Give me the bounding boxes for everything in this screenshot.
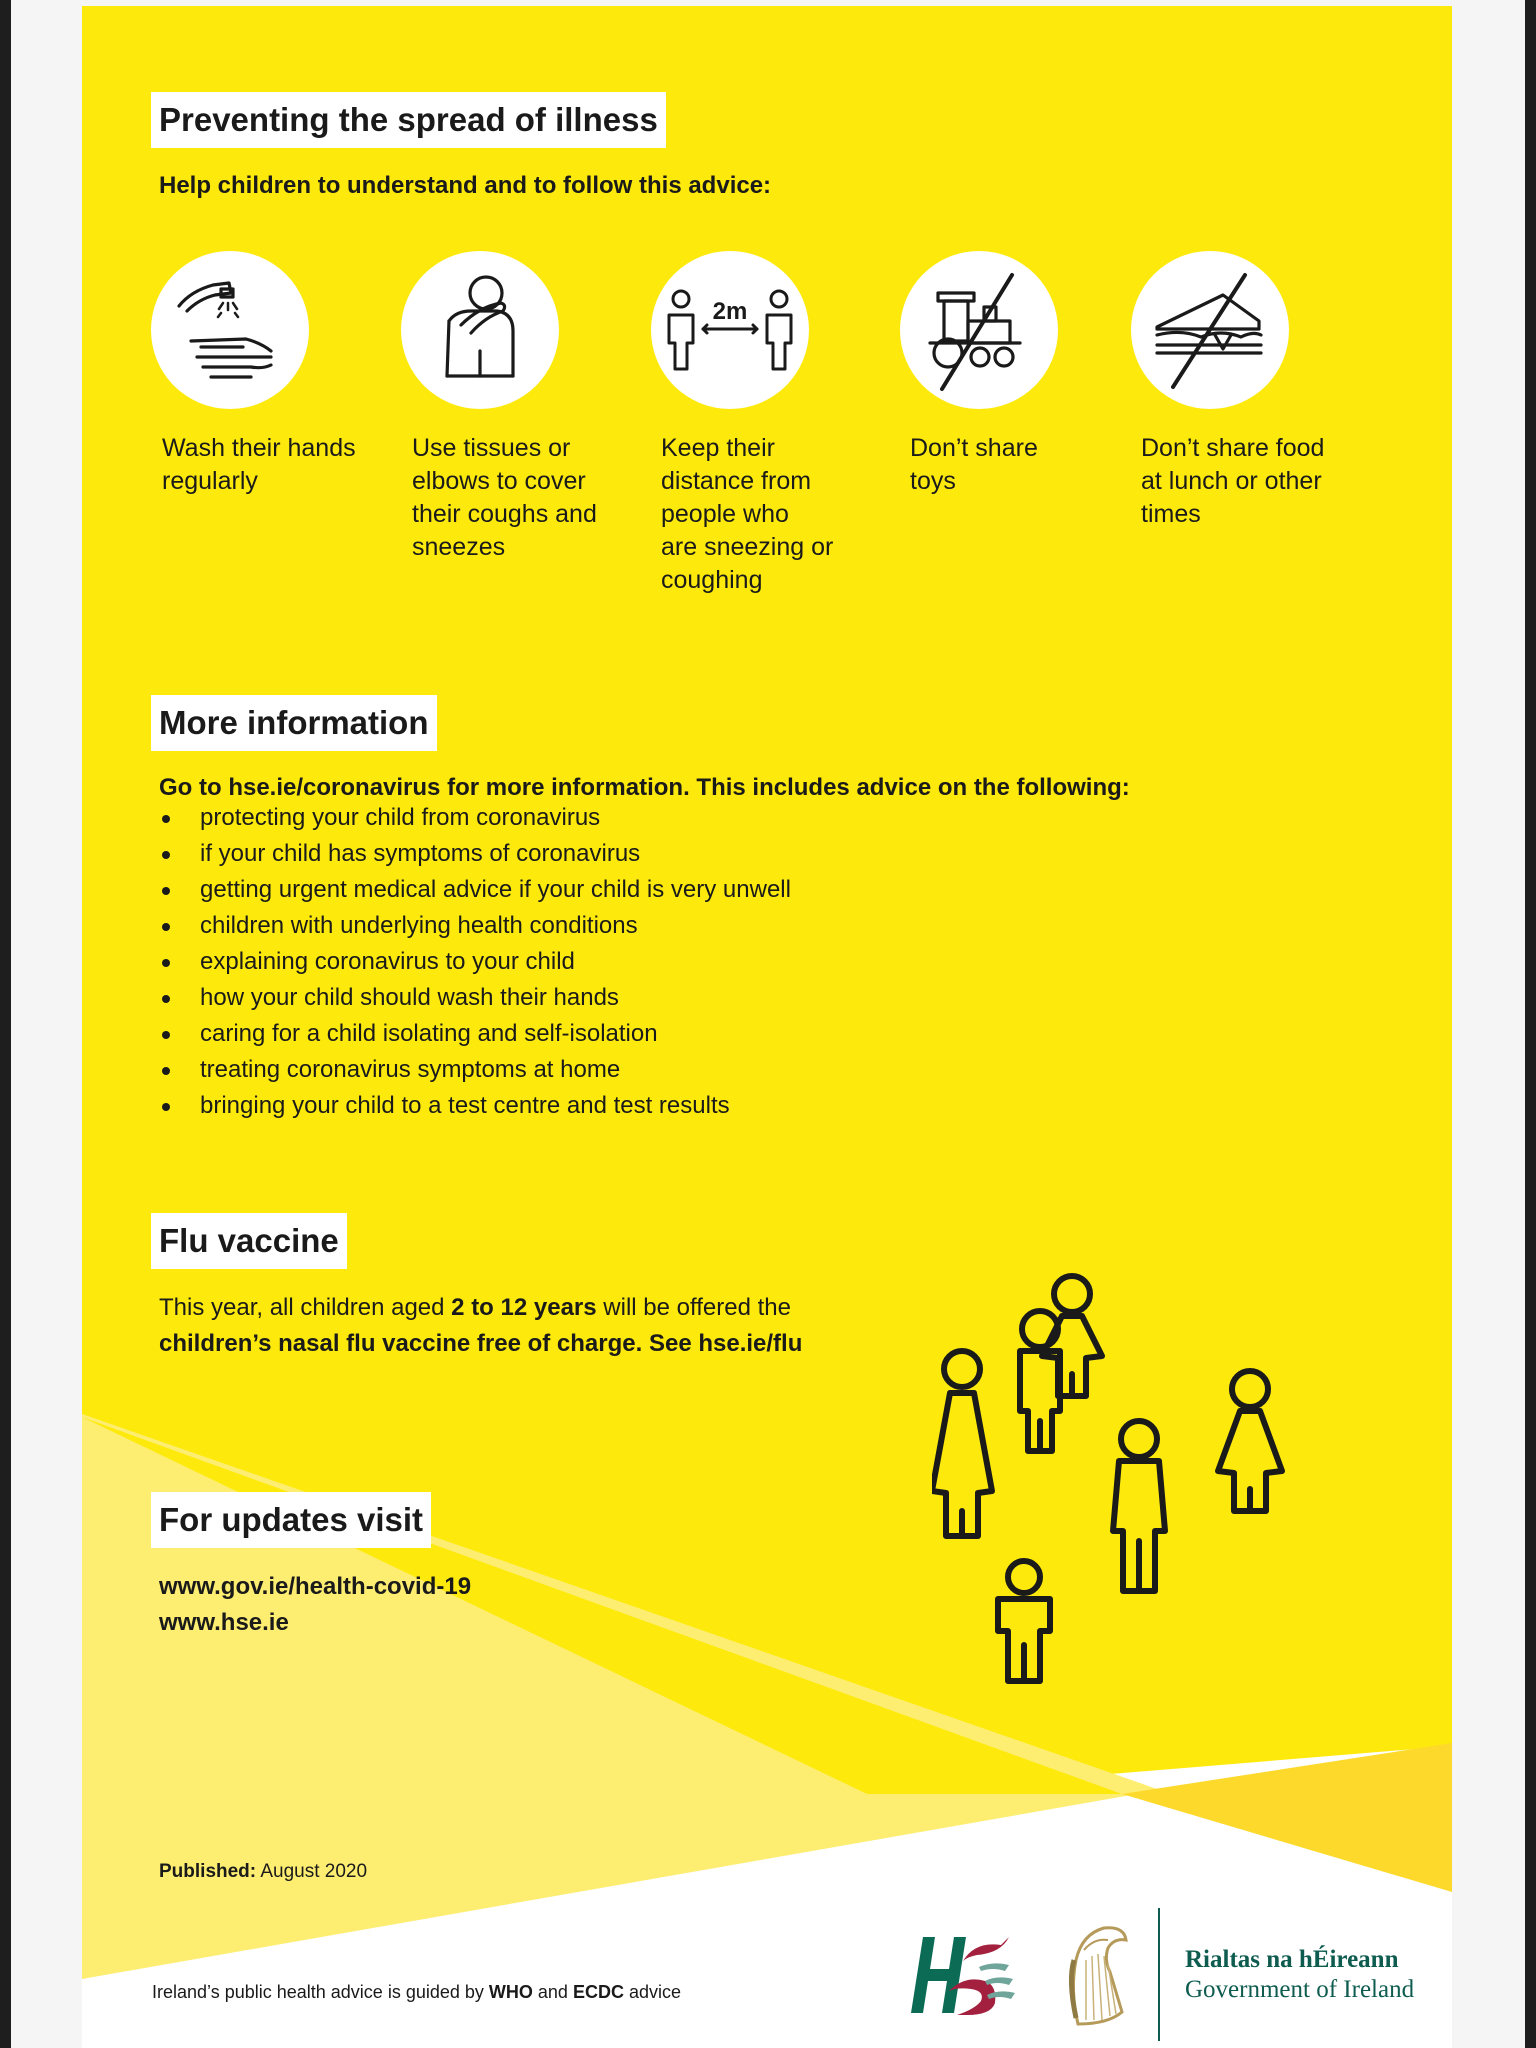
child-figure: [932, 1351, 992, 1536]
caption-toys: Don’t share toys: [910, 434, 1038, 495]
child-figure: [1113, 1421, 1165, 1591]
list-item: how your child should wash their hands: [159, 980, 791, 1016]
no-toys-icon: [900, 251, 1058, 409]
flu-text-line1: This year, all children aged 2 to 12 years will be offered the: [159, 1294, 791, 1321]
prevent-subtitle: Help children to understand and to follow this advice:: [159, 172, 772, 199]
harp-emblem: [1064, 1920, 1134, 2032]
child-figure: [1218, 1371, 1282, 1511]
footer-note: Ireland’s public health advice is guided by WHO and ECDC advice: [152, 1982, 681, 2002]
poster-page: [82, 6, 1452, 2048]
flu-heading: Flu vaccine: [151, 1213, 347, 1269]
hse-logo: [905, 1931, 1017, 2021]
published-date: Published: August 2020: [159, 1861, 368, 1882]
list-item: bringing your child to a test centre and test results: [159, 1088, 791, 1124]
list-item: explaining coronavirus to your child: [159, 944, 791, 980]
window-edge-right: [1525, 0, 1536, 2048]
prevent-heading: Preventing the spread of illness: [151, 92, 666, 148]
more-info-intro: Go to hse.ie/coronavirus for more information. This includes advice on the following:: [159, 774, 1130, 801]
list-item: protecting your child from coronavirus: [159, 800, 791, 836]
caption-wash-hands: Wash their hands regularly: [162, 434, 356, 495]
list-item: children with underlying health conditions: [159, 908, 791, 944]
caption-tissues: Use tissues or elbows to cover their coughs and sneezes: [412, 434, 597, 561]
list-item: caring for a child isolating and self-isolation: [159, 1016, 791, 1052]
hse-link[interactable]: www.hse.ie: [159, 1609, 289, 1636]
hand-washing-icon: [151, 251, 309, 409]
updates-heading: For updates visit: [151, 1492, 431, 1548]
distance-2m-icon: [651, 251, 809, 409]
distance-2m-label: 2m: [712, 298, 748, 325]
list-item: treating coronavirus symptoms at home: [159, 1052, 791, 1088]
more-info-list: [159, 800, 791, 1124]
government-english-name: Government of Ireland: [1185, 1976, 1415, 2003]
government-name: [1185, 1944, 1414, 2005]
flu-text-line2: children’s nasal flu vaccine free of charge. See hse.ie/flu: [159, 1330, 803, 1357]
list-item: if your child has symptoms of coronavirus: [159, 836, 791, 872]
gov-divider: [1158, 1908, 1160, 2041]
government-irish-name: Rialtas na hÉireann: [1185, 1946, 1399, 1973]
updates-links: [159, 1569, 471, 1641]
caption-food: Don’t share food at lunch or other times: [1141, 434, 1325, 528]
list-item: getting urgent medical advice if your child is very unwell: [159, 872, 791, 908]
window-edge-left: [0, 0, 11, 2048]
gov-link[interactable]: www.gov.ie/health-covid-19: [159, 1573, 472, 1600]
more-info-heading: More information: [151, 695, 437, 751]
child-figure: [1042, 1276, 1102, 1396]
caption-distance: Keep their distance from people who are sneezing or coughing: [661, 434, 834, 594]
child-figure: [998, 1561, 1050, 1681]
cough-elbow-icon: [401, 251, 559, 409]
no-food-sharing-icon: [1131, 251, 1289, 409]
children-illustration: [932, 1261, 1452, 1701]
